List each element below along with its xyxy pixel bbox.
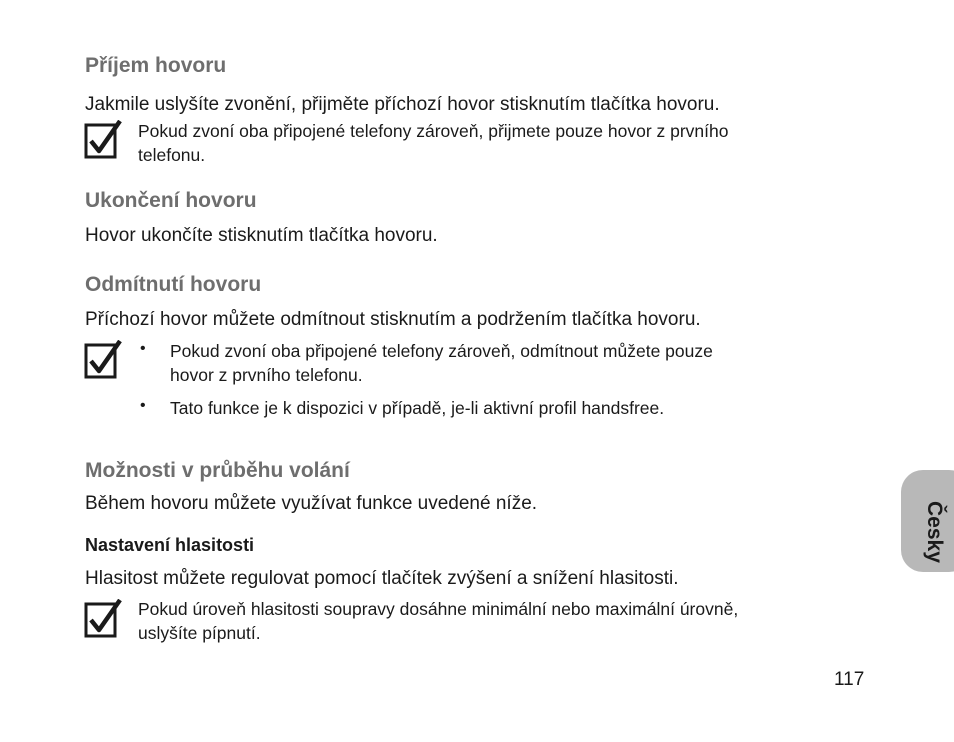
note-hlasitost	[138, 597, 738, 645]
note-line: uslyšíte pípnutí.	[138, 623, 261, 643]
note-line: Pokud úroveň hlasitosti soupravy dosáhne minimální nebo maximální úrovně,	[138, 599, 739, 619]
note-line: telefonu.	[138, 145, 206, 165]
bullet-marker: •	[140, 397, 146, 414]
bullet-marker: •	[140, 340, 146, 357]
bullet-line: hovor z prvního telefonu.	[170, 365, 363, 385]
bullet-line: Tato funkce je k dispozici v případě, je-li aktivní profil handsfree.	[170, 398, 665, 418]
text-moznosti-volani: Během hovoru můžete využívat funkce uvedené níže.	[85, 493, 538, 514]
language-tab	[901, 470, 954, 572]
heading-prijem-hovoru: Příjem hovoru	[85, 54, 227, 77]
checkbox-check-icon	[84, 340, 122, 380]
heading-odmitnuti-hovoru: Odmítnutí hovoru	[85, 273, 262, 296]
bullet-item	[170, 396, 664, 420]
note-prijem-hovoru	[138, 119, 729, 167]
language-tab-label: Česky	[923, 501, 946, 563]
heading-ukonceni-hovoru: Ukončení hovoru	[85, 189, 257, 212]
checkbox-check-icon	[84, 599, 122, 639]
text-prijem-hovoru: Jakmile uslyšíte zvonění, přijměte příchozí hovor stisknutím tlačítka hovoru.	[85, 94, 720, 115]
subheading-nastaveni-hlasitosti: Nastavení hlasitosti	[85, 535, 255, 555]
text-nastaveni-hlasitosti: Hlasitost můžete regulovat pomocí tlačítek zvýšení a snížení hlasitosti.	[85, 568, 679, 589]
bullet-line: Pokud zvoní oba připojené telefony zároveň, odmítnout můžete pouze	[170, 341, 713, 361]
note-line: Pokud zvoní oba připojené telefony zároveň, přijmete pouze hovor z prvního	[138, 121, 729, 141]
bullet-item	[170, 339, 713, 387]
text-odmitnuti-hovoru: Příchozí hovor můžete odmítnout stisknutím a podržením tlačítka hovoru.	[85, 309, 701, 330]
checkbox-check-icon	[84, 120, 122, 160]
page-number: 117	[834, 669, 865, 690]
heading-moznosti-volani: Možnosti v průběhu volání	[85, 459, 350, 482]
text-ukonceni-hovoru: Hovor ukončíte stisknutím tlačítka hovoru.	[85, 225, 438, 246]
